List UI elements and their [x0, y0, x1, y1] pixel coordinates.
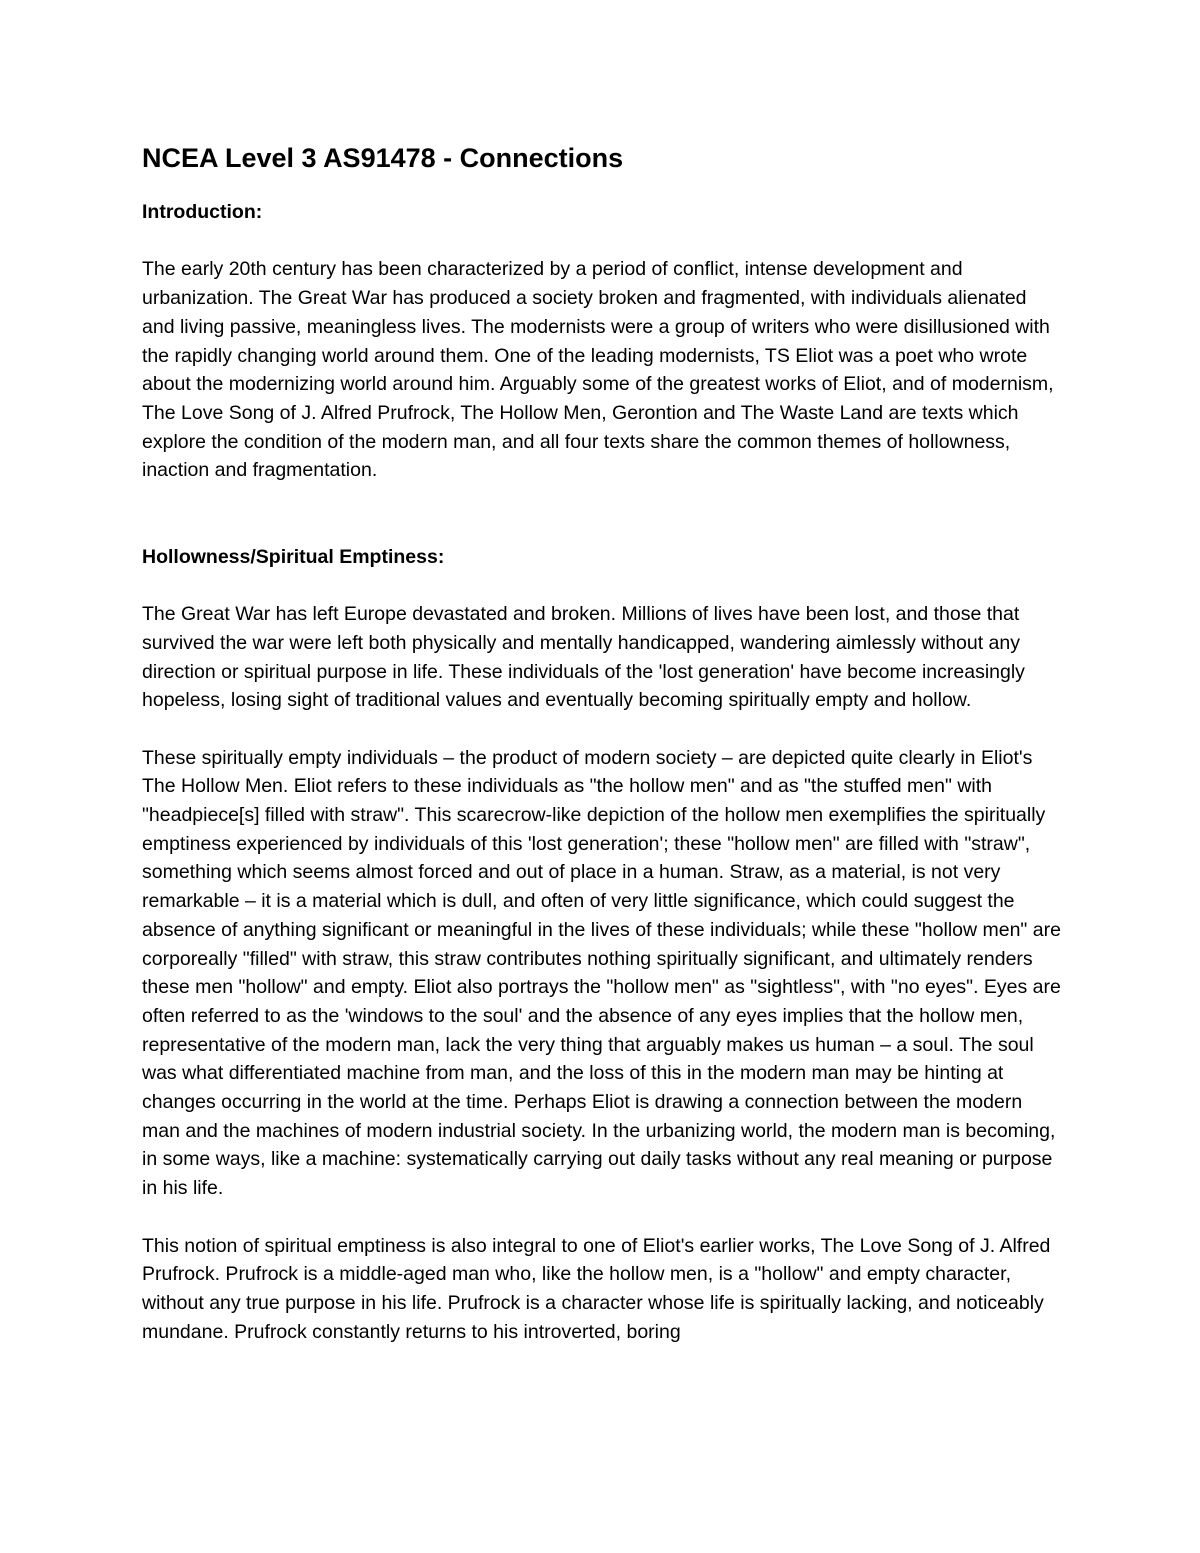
document-title: NCEA Level 3 AS91478 - Connections [142, 143, 624, 173]
document-page [142, 138, 1062, 1375]
introduction-paragraph: The early 20th century has been characterized by a period of conflict, intense development and urbanization. The Great War has produced a society broken and fragmented, with individuals alienated and living passive, meaningless lives. The modernists were a group of writers who were disillusioned with the rapidly changing world around them. One of the leading modernists, TS Eliot was a poet who wrote about the modernizing world around him. Arguably some of the greatest works of Eliot, and of modernism, The Love Song of J. Alfred Prufrock, The Hollow Men, Gerontion and The Waste Land are texts which explore the condition of the modern man, and all four texts share the common themes of hollowness, inaction and fragmentation. [142, 258, 1054, 482]
hollowness-paragraph-3: This notion of spiritual emptiness is also integral to one of Eliot's earlier works, The Love Song of J. Alfred Prufrock. Prufrock is a middle-aged man who, like the hollow men, is a "hollow" and empty character, without any true purpose in his life. Prufrock is a character whose life is spiritually lacking, and noticeably mundane. Prufrock constantly returns to his introverted, boring [142, 1234, 1051, 1343]
section-spacer [142, 514, 1062, 543]
hollowness-paragraph-2: These spiritually empty individuals – the product of modern society – are depicted quite clearly in Eliot's The Hollow Men. Eliot refers to these individuals as "the hollow men" and as "the stuffed men" with "headpiece[s] filled with straw". This scarecrow-like depiction of the hollow men exemplifies the spiritually emptiness experienced by individuals of this 'lost generation'; these "hollow men" are filled with "straw", something which seems almost forced and out of place in a human. Straw, as a material, is not very remarkable – it is a material which is dull, and often of very little significance, which could suggest the absence of anything significant or meaningful in the lives of these individuals; while these "hollow men" are corporeally "filled" with straw, this straw contributes nothing spiritually significant, and ultimately renders these men "hollow" and empty. Eliot also portrays the "hollow men" as "sightless", with "no eyes". Eyes are often referred to as the 'windows to the soul' and the absence of any eyes implies that the hollow men, representative of the modern man, lack the very thing that arguably makes us human – a soul. The soul was what differentiated machine from man, and the loss of this in the modern man may be hinting at changes occurring in the world at the time. Perhaps Eliot is drawing a connection between the modern man and the machines of modern industrial society. In the urbanizing world, the modern man is becoming, in some ways, like a machine: systematically carrying out daily tasks without any real meaning or purpose in his life. [142, 746, 1061, 1200]
hollowness-paragraph-1: The Great War has left Europe devastated and broken. Millions of lives have been lost, and those that survived the war were left both physically and mentally handicapped, wandering aimlessly without any direction or spiritual purpose in life. These individuals of the 'lost generation' have become increasingly hopeless, losing sight of traditional values and eventually becoming spiritually empty and hollow. [142, 603, 1025, 712]
introduction-heading: Introduction: [142, 201, 263, 223]
hollowness-heading: Hollowness/Spiritual Emptiness: [142, 545, 445, 568]
